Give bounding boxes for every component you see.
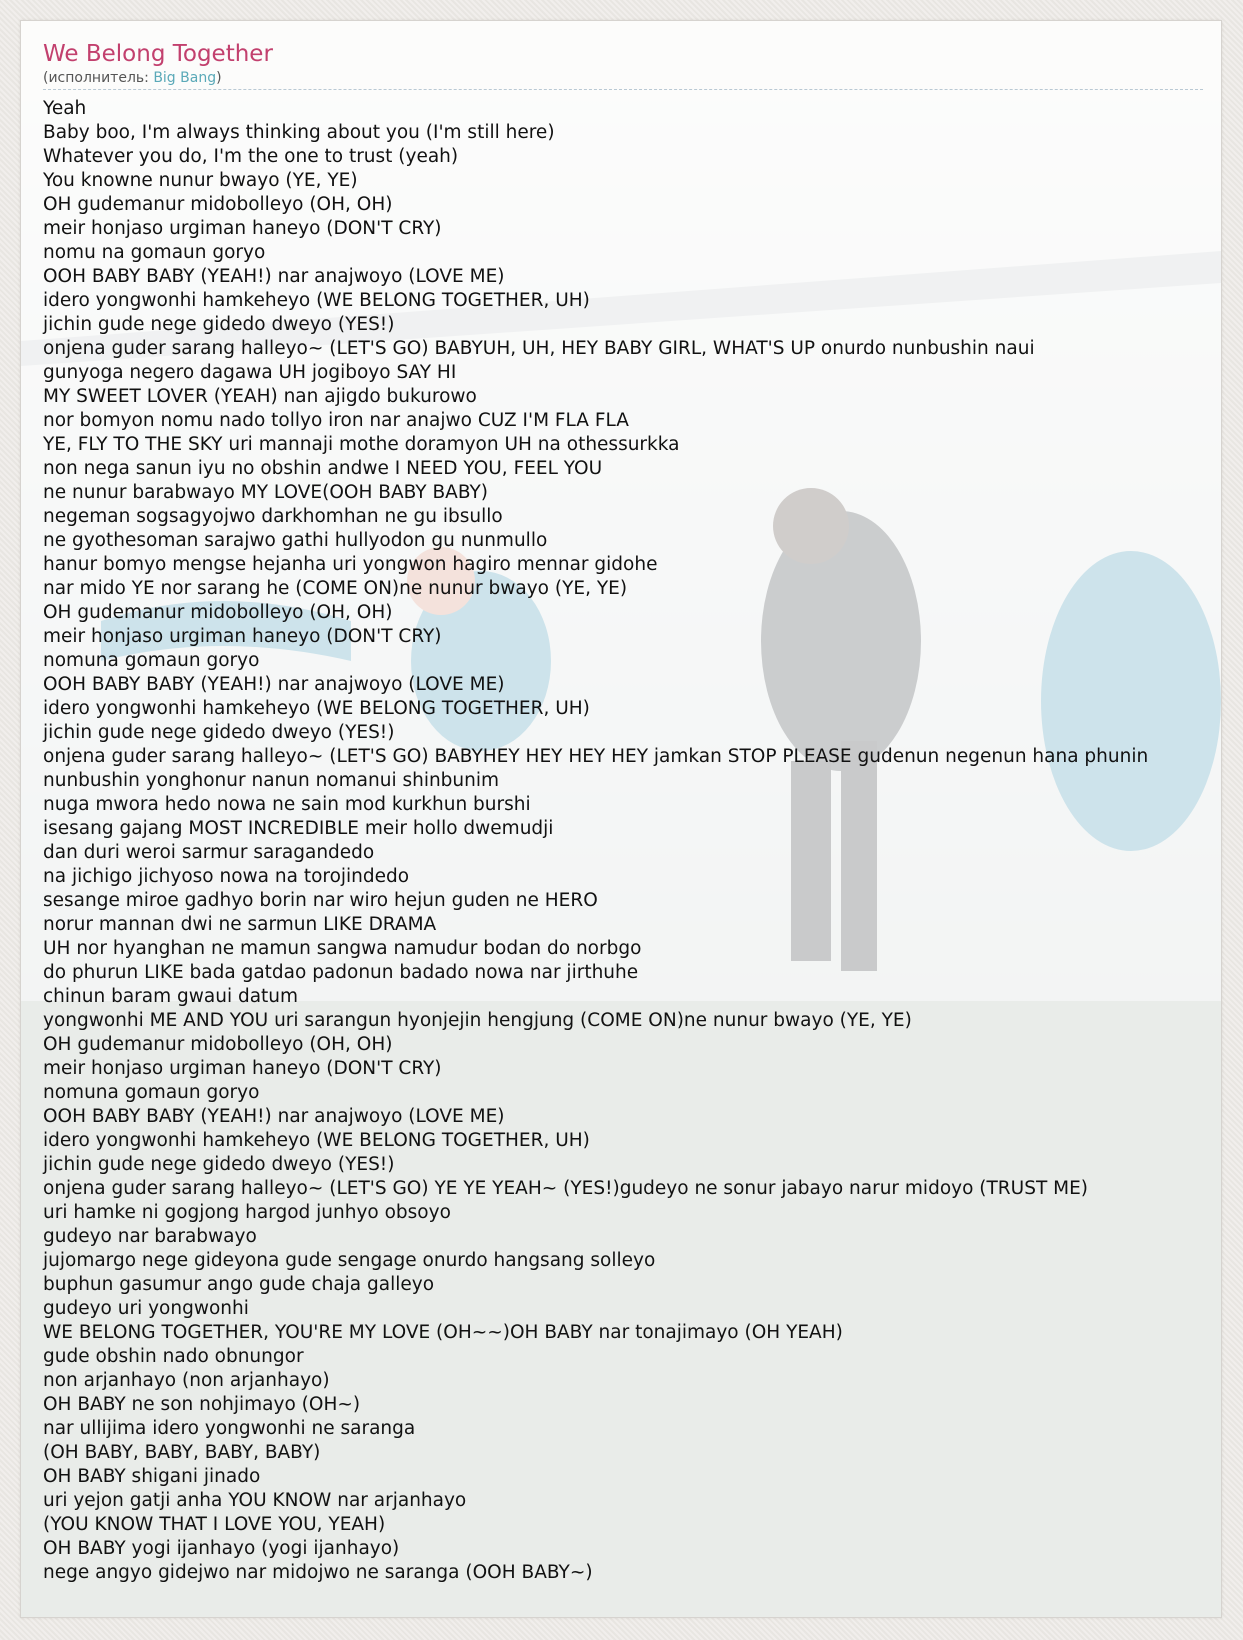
lyrics-content <box>43 39 1222 1585</box>
lyric-line: idero yongwonhi hamkeheyo (WE BELONG TOGETHER, UH) <box>43 698 590 719</box>
lyric-line: na jichigo jichyoso nowa na torojindedo <box>43 866 410 887</box>
lyric-line: dan duri weroi sarmur saragandedo <box>43 842 375 863</box>
lyric-line: nomuna gomaun goryo <box>43 650 260 671</box>
lyric-line: nuga mwora hedo nowa ne sain mod kurkhun burshi <box>43 794 531 815</box>
lyric-line: jichin gude nege gidedo dweyo (YES!) <box>43 722 395 743</box>
artist-line <box>43 69 1222 87</box>
title-divider <box>43 89 1203 90</box>
lyric-line: OOH BABY BABY (YEAH!) nar anajwoyo (LOVE ME) <box>43 1106 505 1127</box>
lyric-line: meir honjaso urgiman haneyo (DON'T CRY) <box>43 1058 442 1079</box>
lyric-line: negeman sogsagyojwo darkhomhan ne gu ibsullo <box>43 506 503 527</box>
lyric-line: hanur bomyo mengse hejanha uri yongwon hagiro mennar gidohe <box>43 554 658 575</box>
lyric-line: gude obshin nado obnungor <box>43 1346 304 1367</box>
lyric-line: gudeyo nar barabwayo <box>43 1226 257 1247</box>
artist-prefix: (исполнитель: <box>43 70 154 86</box>
lyric-line: YE, FLY TO THE SKY uri mannaji mothe doramyon UH na othessurkka <box>43 434 680 455</box>
lyric-line: ne gyothesoman sarajwo gathi hullyodon gu nunmullo <box>43 530 548 551</box>
lyric-line: UH nor hyanghan ne mamun sangwa namudur bodan do norbgo <box>43 938 642 959</box>
lyric-line: do phurun LIKE bada gatdao padonun badado nowa nar jirthuhe <box>43 962 639 983</box>
lyric-line: idero yongwonhi hamkeheyo (WE BELONG TOGETHER, UH) <box>43 290 590 311</box>
lyric-line: OH BABY yogi ijanhayo (yogi ijanhayo) <box>43 1538 400 1559</box>
lyric-line: sesange miroe gadhyo borin nar wiro hejun guden ne HERO <box>43 890 598 911</box>
lyric-line: MY SWEET LOVER (YEAH) nan ajigdo bukurowo <box>43 386 477 407</box>
lyric-line: gudeyo uri yongwonhi <box>43 1298 249 1319</box>
lyric-line: yongwonhi ME AND YOU uri sarangun hyonjejin hengjung (COME ON)ne nunur bwayo (YE, YE) <box>43 1010 912 1031</box>
lyric-line: nar ullijima idero yongwonhi ne saranga <box>43 1418 416 1439</box>
lyric-line: nege angyo gidejwo nar midojwo ne saranga (OOH BABY~) <box>43 1562 593 1583</box>
lyric-line: OH gudemanur midobolleyo (OH, OH) <box>43 1034 393 1055</box>
lyric-line: onjena guder sarang halleyo~ (LET'S GO) YE YE YEAH~ (YES!)gudeyo ne sonur jabayo narur midoyo (TRUST ME) <box>43 1178 1088 1199</box>
lyric-line: OOH BABY BABY (YEAH!) nar anajwoyo (LOVE ME) <box>43 674 505 695</box>
lyric-line: non arjanhayo (non arjanhayo) <box>43 1370 330 1391</box>
lyric-line: idero yongwonhi hamkeheyo (WE BELONG TOGETHER, UH) <box>43 1130 590 1151</box>
lyrics-card <box>20 20 1222 1618</box>
lyric-line: (YOU KNOW THAT I LOVE YOU, YEAH) <box>43 1514 386 1535</box>
lyric-line: jichin gude nege gidedo dweyo (YES!) <box>43 314 395 335</box>
lyric-line: Baby boo, I'm always thinking about you (I'm still here) <box>43 122 555 143</box>
lyric-line: gunyoga negero dagawa UH jogiboyo SAY HI <box>43 362 457 383</box>
artist-suffix: ) <box>216 70 222 86</box>
song-title: We Belong Together <box>43 41 273 67</box>
lyric-line: OH BABY ne son nohjimayo (OH~) <box>43 1394 361 1415</box>
lyric-line: OH gudemanur midobolleyo (OH, OH) <box>43 194 393 215</box>
lyric-line: WE BELONG TOGETHER, YOU'RE MY LOVE (OH~~)OH BABY nar tonajimayo (OH YEAH) <box>43 1322 843 1343</box>
lyric-line: jichin gude nege gidedo dweyo (YES!) <box>43 1154 395 1175</box>
lyric-line: You knowne nunur bwayo (YE, YE) <box>43 170 358 191</box>
lyric-line: jujomargo nege gideyona gude sengage onurdo hangsang solleyo <box>43 1250 656 1271</box>
lyric-line: non nega sanun iyu no obshin andwe I NEED YOU, FEEL YOU <box>43 458 603 479</box>
lyric-line: nar mido YE nor sarang he (COME ON)ne nunur bwayo (YE, YE) <box>43 578 628 599</box>
lyric-line: norur mannan dwi ne sarmun LIKE DRAMA <box>43 914 437 935</box>
lyric-line: OOH BABY BABY (YEAH!) nar anajwoyo (LOVE ME) <box>43 266 505 287</box>
lyric-line: isesang gajang MOST INCREDIBLE meir hollo dwemudji <box>43 818 554 839</box>
lyric-line: uri yejon gatji anha YOU KNOW nar arjanhayo <box>43 1490 467 1511</box>
lyric-line: nomuna gomaun goryo <box>43 1082 260 1103</box>
lyric-line: onjena guder sarang halleyo~ (LET'S GO) BABYHEY HEY HEY HEY jamkan STOP PLEASE gudenun negenun hana phunin <box>43 746 1149 767</box>
lyric-line: nor bomyon nomu nado tollyo iron nar anajwo CUZ I'M FLA FLA <box>43 410 629 431</box>
lyric-line: nomu na gomaun goryo <box>43 242 266 263</box>
lyric-line: buphun gasumur ango gude chaja galleyo <box>43 1274 435 1295</box>
lyric-line: nunbushin yonghonur nanun nomanui shinbunim <box>43 770 500 791</box>
artist-link[interactable]: Big Bang <box>153 70 217 86</box>
lyric-line: Yeah <box>43 98 87 119</box>
lyrics-text <box>43 97 1222 1585</box>
lyric-line: meir honjaso urgiman haneyo (DON'T CRY) <box>43 218 442 239</box>
lyric-line: ne nunur barabwayo MY LOVE(OOH BABY BABY) <box>43 482 489 503</box>
lyric-line: (OH BABY, BABY, BABY, BABY) <box>43 1442 321 1463</box>
lyric-line: OH BABY shigani jinado <box>43 1466 261 1487</box>
lyric-line: Whatever you do, I'm the one to trust (yeah) <box>43 146 459 167</box>
lyric-line: OH gudemanur midobolleyo (OH, OH) <box>43 602 393 623</box>
lyric-line: uri hamke ni gogjong hargod junhyo obsoyo <box>43 1202 451 1223</box>
lyric-line: chinun baram gwaui datum <box>43 986 299 1007</box>
lyric-line: meir honjaso urgiman haneyo (DON'T CRY) <box>43 626 442 647</box>
lyric-line: onjena guder sarang halleyo~ (LET'S GO) BABYUH, UH, HEY BABY GIRL, WHAT'S UP onurdo nunbushin naui <box>43 338 1035 359</box>
